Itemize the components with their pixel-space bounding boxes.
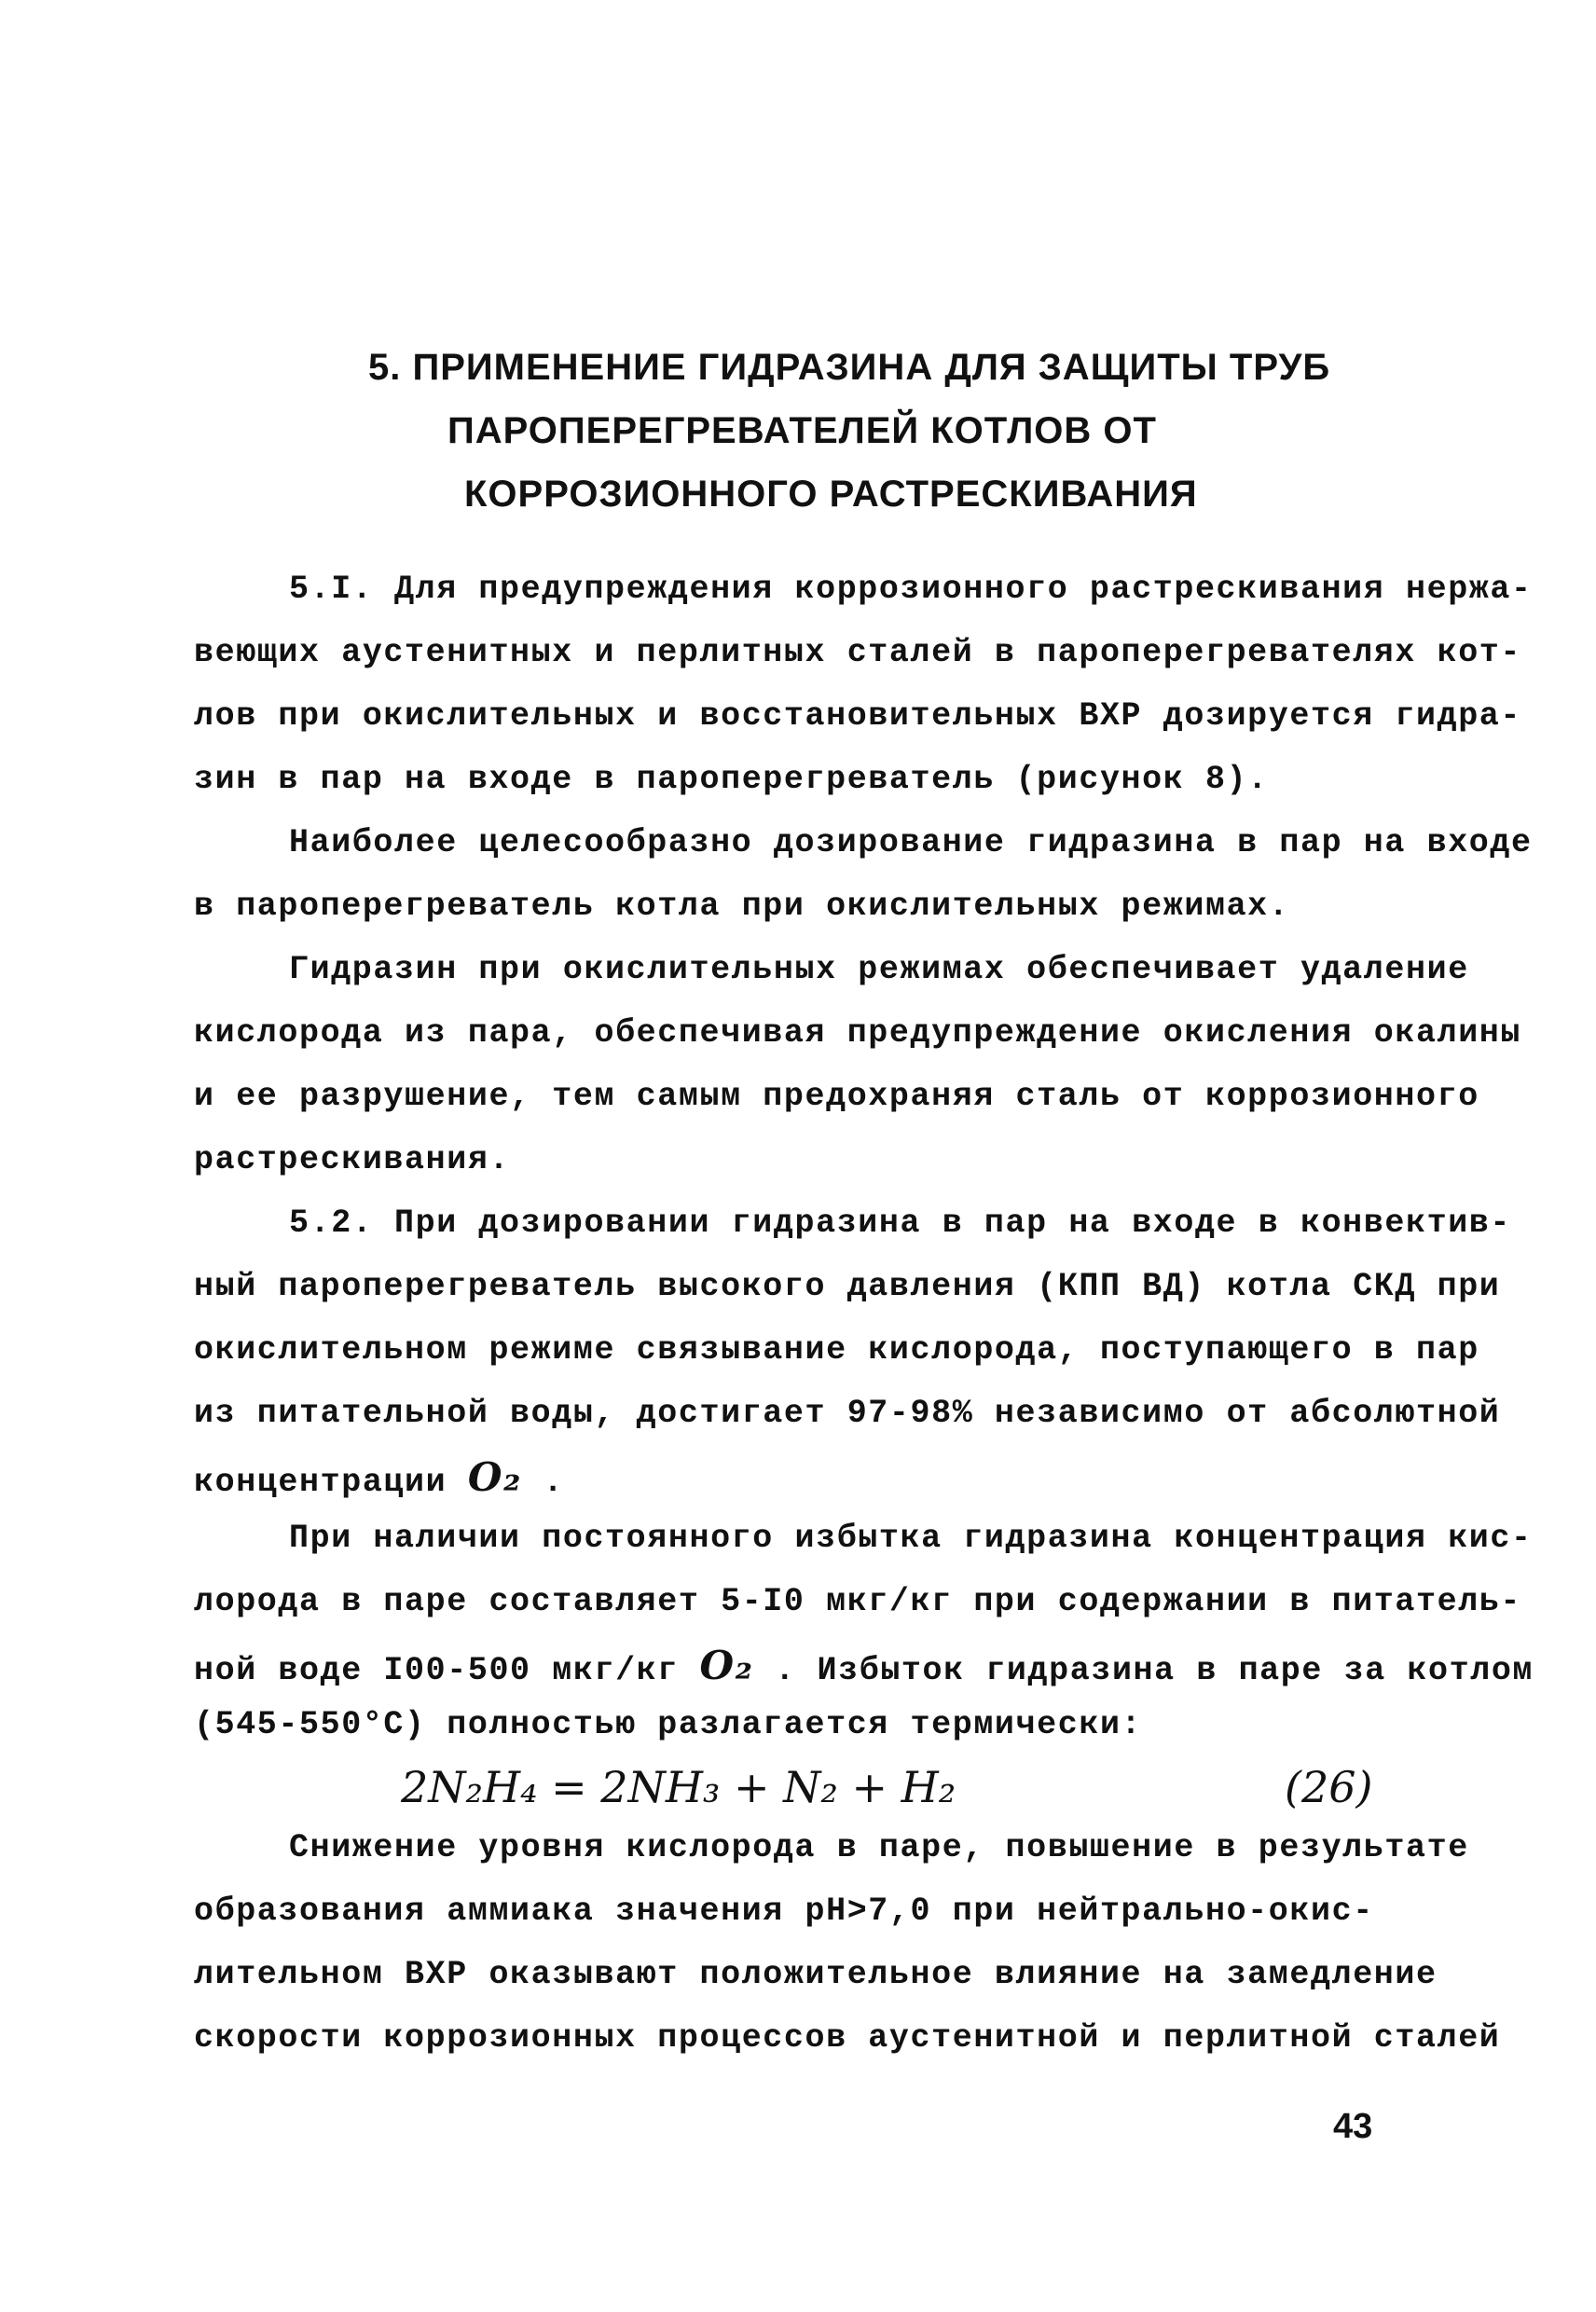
- paragraph-excess-line: лорода в паре составляет 5-I0 мкг/кг при содержании в питатель-: [194, 1583, 1522, 1620]
- paragraph-best-line: Наиболее целесообразно дозирование гидразина в пар на входе: [289, 824, 1533, 861]
- paragraph-excess-line-3-suffix: . Избыток гидразина в паре за котлом: [775, 1652, 1534, 1689]
- paragraph-excess-line-3: [194, 1643, 1534, 1689]
- paragraph-decrease-line: скорости коррозионных процессов аустенитной и перлитной сталей: [194, 2019, 1501, 2057]
- paragraph-5-2-last-prefix: концентрации: [194, 1464, 447, 1501]
- paragraph-5-1-line: веющих аустенитных и перлитных сталей в пароперегревателях кот-: [194, 634, 1522, 671]
- paragraph-excess-line: (545-550°С) полностью разлагается термически:: [194, 1706, 1143, 1743]
- paragraph-5-2-line: 5.2. При дозировании гидразина в пар на входе в конвектив-: [289, 1204, 1511, 1242]
- paragraph-hydrazine-line: Гидразин при окислительных режимах обеспечивает удаление: [289, 951, 1469, 988]
- paragraph-decrease-line: Снижение уровня кислорода в паре, повышение в результате: [289, 1829, 1469, 1866]
- paragraph-hydrazine-line: кислорода из пара, обеспечивая предупреждение окисления окалины: [194, 1014, 1522, 1052]
- paragraph-hydrazine-line: и ее разрушение, тем самым предохраняя сталь от коррозионного: [194, 1078, 1479, 1115]
- section-heading-line-2: ПАРОПЕРЕГРЕВАТЕЛЕЙ КОТЛОВ ОТ: [447, 410, 1157, 451]
- paragraph-5-2-last-line: [194, 1454, 564, 1501]
- paragraph-excess-line: При наличии постоянного избытка гидразина концентрация кис-: [289, 1520, 1533, 1557]
- paragraph-best-line: в пароперегреватель котла при окислительных режимах.: [194, 888, 1290, 925]
- formula-number: (26): [1285, 1762, 1373, 1812]
- section-heading-line-1: 5. ПРИМЕНЕНИЕ ГИДРАЗИНА ДЛЯ ЗАЩИТЫ ТРУБ: [368, 347, 1331, 388]
- oxygen-symbol: O₂: [467, 1454, 523, 1500]
- paragraph-decrease-line: лительном ВХР оказывают положительное влияние на замедление: [194, 1956, 1438, 1993]
- paragraph-5-2-line: из питательной воды, достигает 97-98% независимо от абсолютной: [194, 1395, 1501, 1432]
- paragraph-hydrazine-line: растрескивания.: [194, 1141, 511, 1178]
- paragraph-5-2-last-suffix: .: [543, 1464, 565, 1501]
- paragraph-5-2-line: окислительном режиме связывание кислорода, поступающего в пар: [194, 1331, 1479, 1369]
- paragraph-decrease-line: образования аммиака значения pH>7,0 при нейтрально-окис-: [194, 1892, 1374, 1930]
- section-heading-line-3: КОРРОЗИОННОГО РАСТРЕСКИВАНИЯ: [464, 474, 1198, 515]
- oxygen-symbol: O₂: [699, 1643, 754, 1688]
- page-number: 43: [1333, 2107, 1373, 2146]
- paragraph-5-1-line: зин в пар на входе в пароперегреватель (рисунок 8).: [194, 761, 1269, 798]
- paragraph-5-2-line: ный пароперегреватель высокого давления (КПП ВД) котла СКД при: [194, 1268, 1501, 1305]
- paragraph-5-1-line: 5.I. Для предупреждения коррозионного растрескивания нержа-: [289, 571, 1533, 608]
- decomposition-formula: 2N₂H₄ = 2NH₃ + N₂ + H₂: [401, 1762, 956, 1812]
- paragraph-excess-line-3-prefix: ной воде I00-500 мкг/кг: [194, 1652, 679, 1689]
- paragraph-5-1-line: лов при окислительных и восстановительных ВХР дозируется гидра-: [194, 697, 1522, 735]
